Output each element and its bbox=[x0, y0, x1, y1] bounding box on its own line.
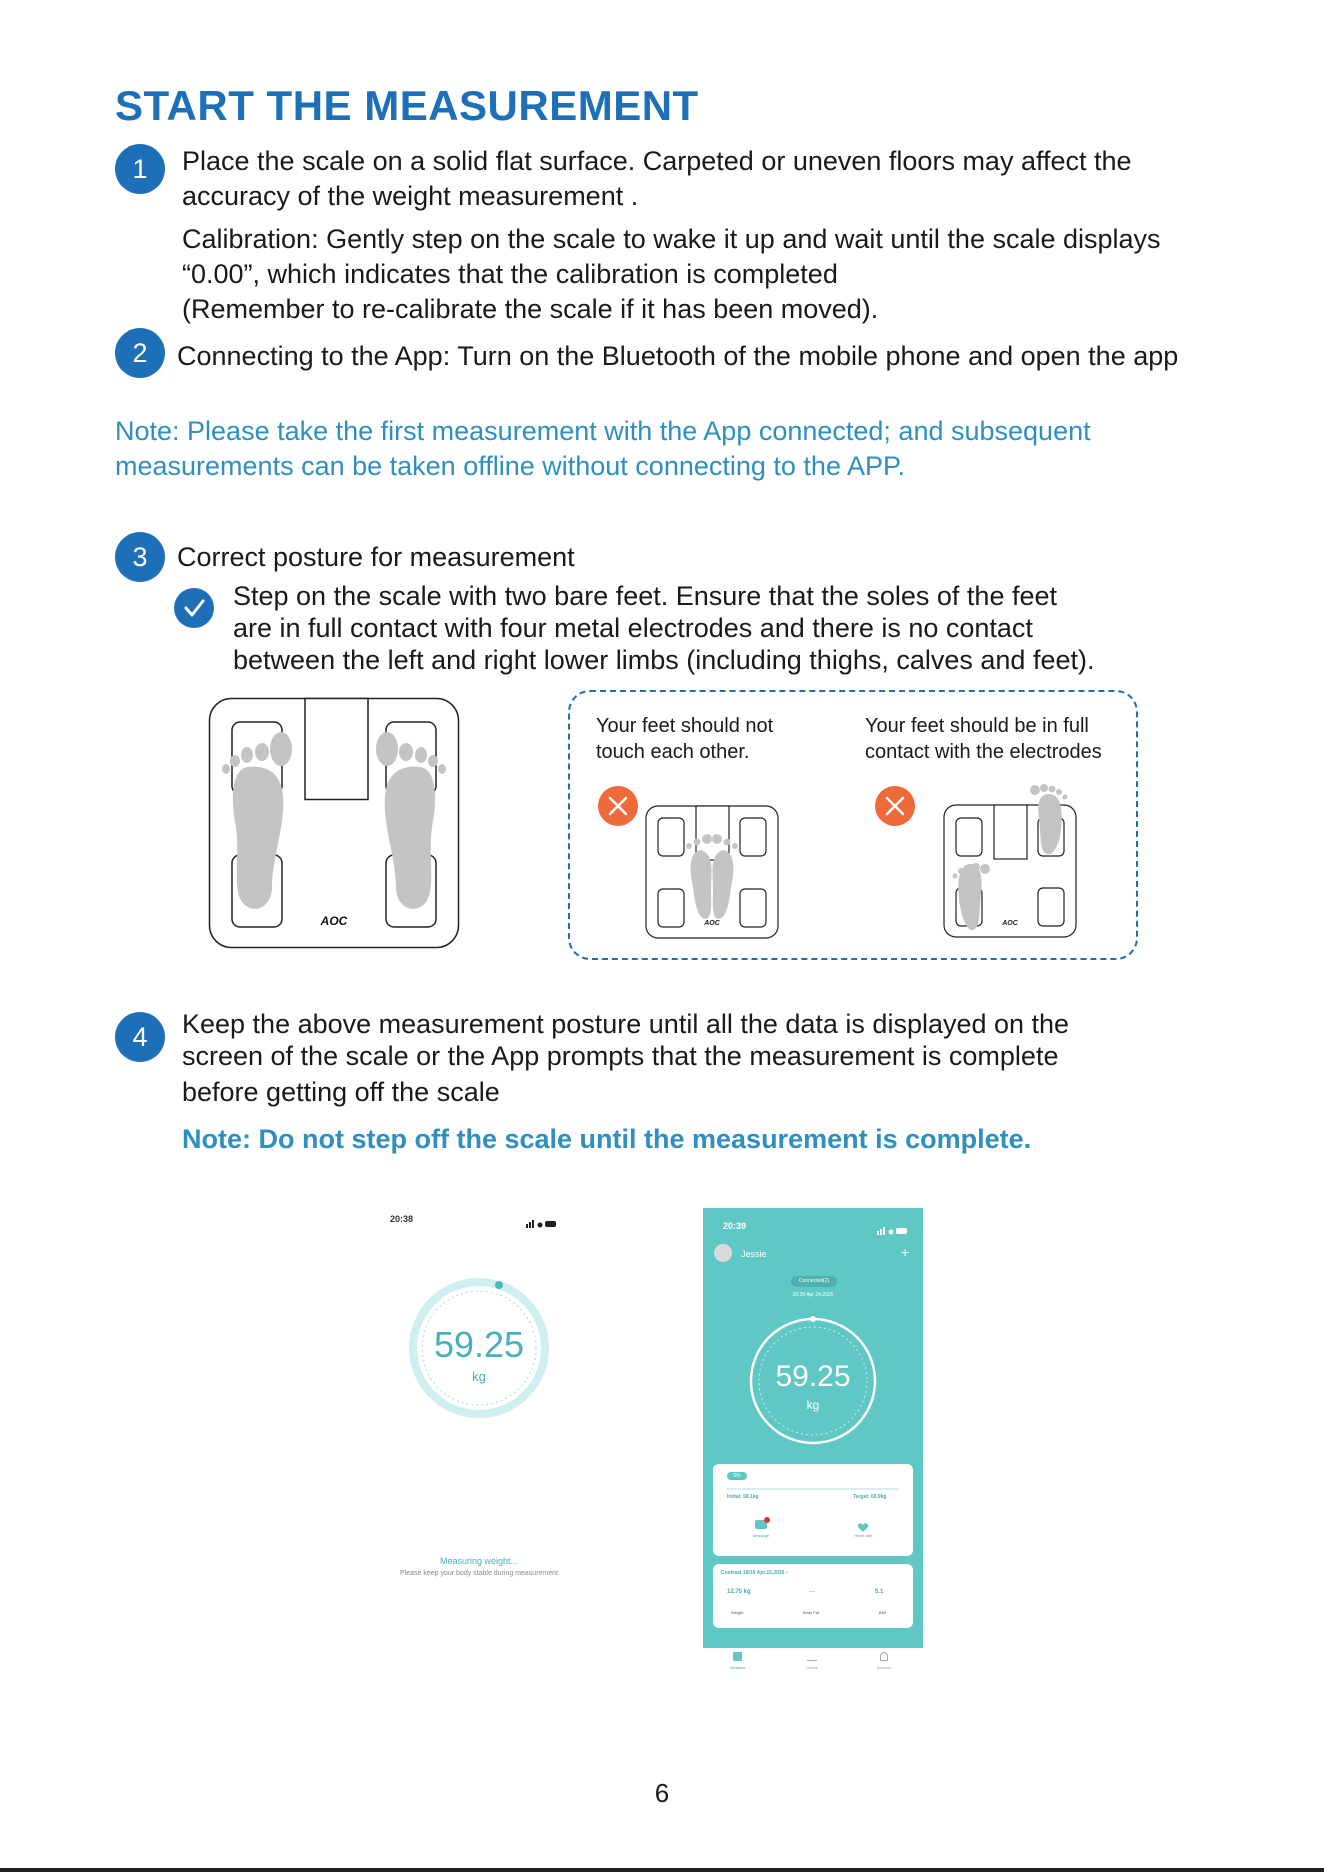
step-1-line: accuracy of the weight measurement . bbox=[182, 181, 639, 211]
brand-logo: AOC bbox=[320, 914, 348, 928]
contrast-bmi-label: BMI bbox=[879, 1610, 887, 1615]
contrast-bmi-value: 5.1 bbox=[875, 1589, 884, 1595]
step-2-badge: 2 bbox=[115, 328, 165, 378]
wrong-caption-2 bbox=[865, 713, 1102, 765]
step-4-line: before getting off the scale bbox=[182, 1077, 500, 1107]
calibration-line: Calibration: Gently step on the scale to wake it up and wait until the scale displays bbox=[182, 224, 1161, 254]
caption-line: contact with the electrodes bbox=[865, 741, 1102, 763]
brand-logo: AOC bbox=[1002, 920, 1018, 927]
status-icons bbox=[526, 1215, 556, 1223]
notification-dot bbox=[764, 1517, 770, 1523]
avatar[interactable] bbox=[714, 1244, 732, 1262]
user-name[interactable]: Jessie bbox=[741, 1249, 767, 1259]
calibration-text bbox=[182, 222, 1161, 327]
step-4-line: screen of the scale or the App prompts that the measurement is complete bbox=[182, 1041, 1059, 1071]
account-icon[interactable] bbox=[880, 1652, 888, 1661]
brand-logo: AOC bbox=[704, 920, 720, 927]
target-weight: Target: 60.9kg bbox=[853, 1494, 887, 1500]
caption-line: touch each other. bbox=[596, 741, 750, 763]
nav-account[interactable]: Account bbox=[876, 1665, 892, 1670]
message-label[interactable]: Message bbox=[752, 1533, 770, 1538]
step-1-line: Place the scale on a solid flat surface. Carpeted or uneven floors may affect the bbox=[182, 146, 1132, 176]
scale-feet-touching-illustration bbox=[645, 805, 779, 939]
note-line: Note: Please take the first measurement with the App connected; and subsequent bbox=[115, 416, 1091, 446]
measuring-hint: Please keep your body stable during measurement bbox=[400, 1570, 558, 1577]
step-3-heading: Correct posture for measurement bbox=[177, 542, 575, 572]
x-icon bbox=[875, 786, 915, 826]
contrast-fat-label: Body Fat bbox=[803, 1610, 820, 1615]
caption-line: Your feet should not bbox=[596, 715, 774, 737]
step-4-line: Keep the above measurement posture until all the data is displayed on the bbox=[182, 1009, 1070, 1039]
heart-icon[interactable] bbox=[857, 1520, 869, 1530]
weight-value: 59.25 bbox=[433, 1324, 525, 1365]
calibration-line: “0.00”, which indicates that the calibration is completed bbox=[182, 259, 838, 289]
wrong-caption-1 bbox=[596, 713, 773, 765]
note-app-connected bbox=[115, 414, 1091, 484]
add-icon[interactable]: + bbox=[901, 1244, 910, 1260]
step-3-badge: 3 bbox=[115, 532, 165, 582]
phone-screenshot-measuring bbox=[380, 1208, 578, 1618]
weight-value: 59.25 bbox=[775, 1360, 851, 1393]
nav-charts[interactable]: Charts bbox=[806, 1665, 818, 1670]
note-do-not-step-off: Note: Do not step off the scale until the measurement is complete. bbox=[182, 1124, 1032, 1154]
check-icon bbox=[174, 588, 214, 628]
contrast-weight-value: 12.75 kg bbox=[727, 1589, 751, 1595]
heart-rate-label[interactable]: Heart rate bbox=[854, 1533, 872, 1538]
step-3-line: are in full contact with four metal electrodes and there is no contact bbox=[233, 613, 1033, 643]
note-line: measurements can be taken offline without connecting to the APP. bbox=[115, 451, 906, 481]
phone-screenshot-result bbox=[703, 1208, 923, 1686]
step-4-text bbox=[182, 1008, 1069, 1108]
caption-line: Your feet should be in full bbox=[865, 715, 1089, 737]
measure-icon[interactable] bbox=[733, 1652, 742, 1661]
page-title: START THE MEASUREMENT bbox=[115, 82, 699, 129]
measure-datetime: 20:39 Apr 24,2026 bbox=[792, 1292, 834, 1298]
goal-progress-bar bbox=[727, 1488, 899, 1490]
step-1-text bbox=[182, 144, 1132, 214]
weight-unit: kg bbox=[472, 1369, 486, 1384]
step-2-text: Connecting to the App: Turn on the Bluetooth of the mobile phone and open the app bbox=[177, 341, 1179, 371]
weight-unit: kg bbox=[806, 1398, 820, 1412]
status-time: 20:39 bbox=[723, 1221, 747, 1231]
step-3-text bbox=[233, 580, 1094, 676]
scale-correct-posture-illustration bbox=[208, 697, 460, 949]
nav-measure[interactable]: Measure bbox=[730, 1665, 746, 1670]
contrast-fat-value: --- bbox=[809, 1589, 815, 1595]
calibration-line: (Remember to re-calibrate the scale if it has been moved). bbox=[182, 294, 879, 324]
x-icon bbox=[598, 786, 638, 826]
status-icons bbox=[877, 1222, 907, 1230]
goal-percent: 0% bbox=[727, 1472, 747, 1480]
initial-weight: Initial: 58.1kg bbox=[727, 1494, 759, 1500]
weight-ring bbox=[407, 1276, 551, 1420]
measuring-status: Measuring weight... bbox=[439, 1556, 519, 1566]
page-number: 6 bbox=[654, 1778, 670, 1808]
step-3-line: between the left and right lower limbs (including thighs, calves and feet). bbox=[233, 645, 1095, 675]
bottom-divider bbox=[0, 1868, 1324, 1872]
charts-icon[interactable] bbox=[807, 1652, 817, 1661]
scale-feet-off-electrodes-illustration bbox=[943, 780, 1079, 938]
contrast-weight-label: Weight bbox=[731, 1610, 744, 1615]
contrast-link[interactable]: Contrast 18/10 Apr.15,2026 › bbox=[721, 1570, 788, 1576]
status-time: 20:38 bbox=[390, 1214, 414, 1224]
step-4-badge: 4 bbox=[115, 1012, 165, 1062]
step-1-badge: 1 bbox=[115, 144, 165, 194]
weight-ring bbox=[748, 1316, 878, 1446]
step-3-line: Step on the scale with two bare feet. Ensure that the soles of the feet bbox=[233, 581, 1058, 611]
connected-badge: Connected(2) bbox=[791, 1276, 837, 1287]
